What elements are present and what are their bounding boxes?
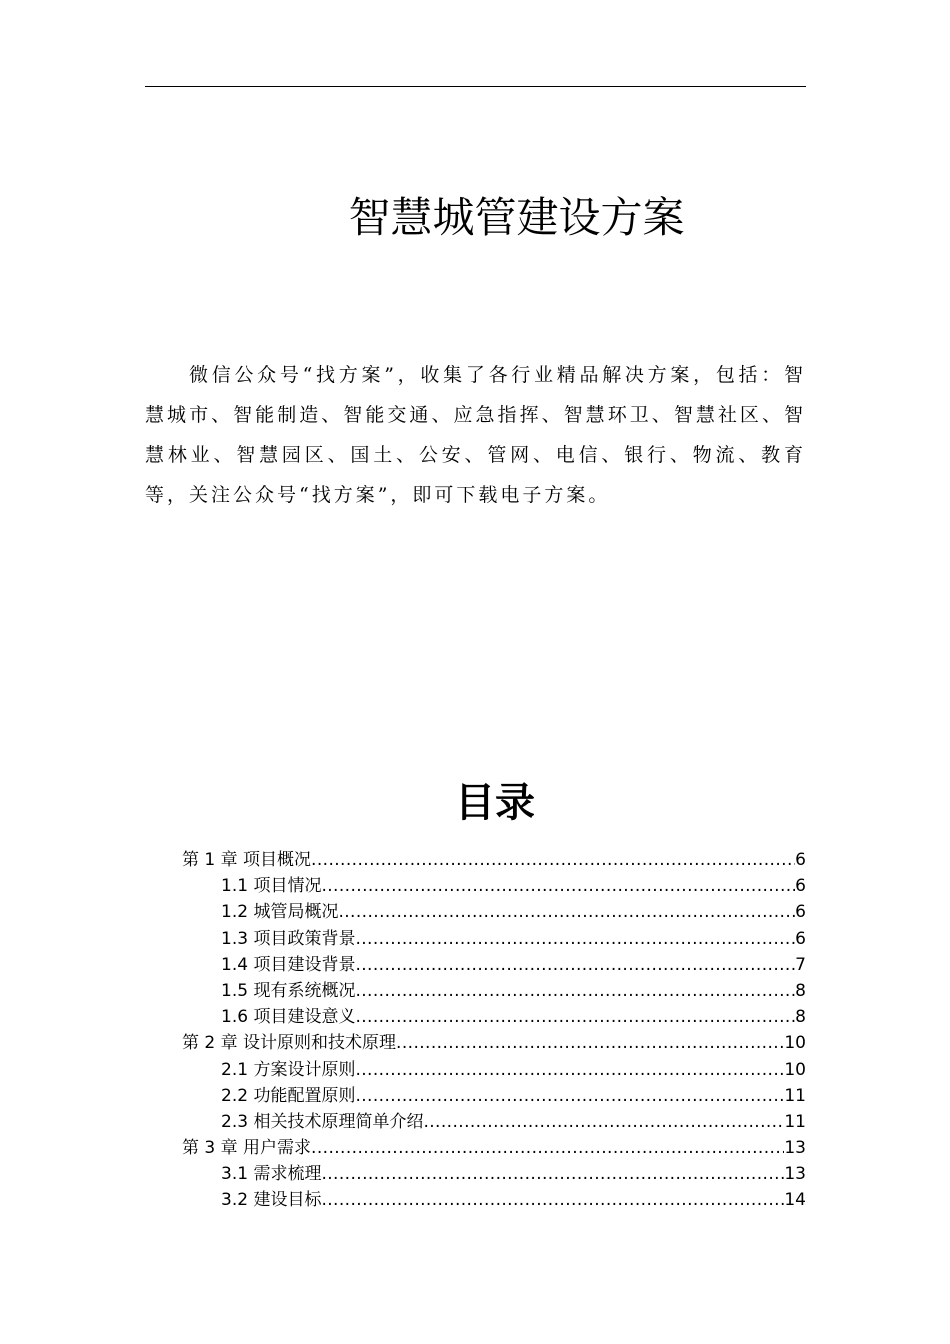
toc-entry[interactable] (182, 1187, 806, 1213)
toc-entry-label: 2.1 方案设计原则 (221, 1059, 356, 1080)
toc-entry-label: 1.1 项目情况 (221, 876, 322, 897)
toc-leader-dots (338, 899, 795, 925)
toc-entry[interactable] (182, 873, 806, 899)
toc-entry[interactable] (182, 1004, 806, 1030)
toc-entry-page: 8 (795, 980, 806, 1001)
toc-entry-label: 3.1 需求梳理 (221, 1164, 322, 1185)
header-rule (145, 86, 806, 87)
toc-entry-page: 6 (795, 876, 806, 897)
toc-leader-dots (355, 1083, 784, 1109)
toc-leader-dots (355, 952, 795, 978)
toc-entry[interactable] (182, 1057, 806, 1083)
toc-entry[interactable] (182, 1030, 806, 1056)
toc-entry-page: 11 (784, 1085, 806, 1106)
toc-entry[interactable] (182, 1135, 806, 1161)
toc-entry-page: 6 (795, 850, 806, 870)
toc-leader-dots (321, 1161, 784, 1187)
toc-leader-dots (396, 1030, 784, 1056)
toc-leader-dots (355, 978, 795, 1004)
toc-entry[interactable] (182, 1083, 806, 1109)
document-title: 智慧城管建设方案 (348, 193, 685, 242)
toc-leader-dots (321, 1187, 784, 1213)
toc-entry-label: 1.3 项目政策背景 (221, 928, 356, 949)
toc-entry-label: 第 3 章 用户需求 (182, 1138, 312, 1159)
toc-entry-label: 1.6 项目建设意义 (221, 1007, 356, 1028)
toc-entry-page: 10 (784, 1033, 806, 1054)
toc-entry-label: 2.3 相关技术原理简单介绍 (221, 1111, 424, 1132)
toc-entry-label: 第 2 章 设计原则和技术原理 (182, 1033, 397, 1054)
toc-entry-label: 1.5 现有系统概况 (221, 980, 356, 1001)
toc-entry-page: 13 (784, 1164, 806, 1185)
intro-paragraph: 微信公众号“找方案”，收集了各行业精品解决方案，包括：智慧城市、智能制造、智能交通、应急指挥、智慧环卫、智慧社区、智慧林业、智慧园区、国土、公安、管网、电信、银行、物流、教育等，关注公众号“找方案”，即可下载电子方案。 (145, 364, 806, 506)
toc-entry-page: 7 (795, 954, 806, 975)
toc-entry-page: 11 (784, 1111, 806, 1132)
toc-title: 目录 (455, 780, 535, 826)
toc-entry[interactable] (182, 1109, 806, 1135)
toc-leader-dots (355, 1057, 784, 1083)
toc-entry-page: 13 (784, 1138, 806, 1159)
toc-entry-label: 3.2 建设目标 (221, 1190, 322, 1211)
toc-entry[interactable] (182, 926, 806, 952)
toc-entry[interactable] (182, 978, 806, 1004)
toc-leader-dots (311, 847, 795, 873)
toc-entry[interactable] (182, 1161, 806, 1187)
toc-leader-dots (311, 1135, 784, 1161)
toc-leader-dots (321, 873, 795, 899)
toc-entry-page: 10 (784, 1059, 806, 1080)
toc-entry-label: 第 1 章 项目概况 (182, 850, 312, 870)
toc-leader-dots (355, 1004, 795, 1030)
toc-entry-label: 2.2 功能配置原则 (221, 1085, 356, 1106)
toc-entry-page: 8 (795, 1007, 806, 1028)
toc-entry[interactable] (182, 847, 806, 873)
toc-entry[interactable] (182, 899, 806, 925)
toc-entry-page: 6 (795, 928, 806, 949)
toc-entry-label: 1.4 项目建设背景 (221, 954, 356, 975)
toc-leader-dots (355, 926, 795, 952)
toc-leader-dots (423, 1109, 784, 1135)
table-of-contents (182, 847, 806, 1214)
toc-entry-page: 6 (795, 902, 806, 923)
toc-entry-label: 1.2 城管局概况 (221, 902, 339, 923)
toc-entry[interactable] (182, 952, 806, 978)
toc-entry-page: 14 (784, 1190, 806, 1211)
